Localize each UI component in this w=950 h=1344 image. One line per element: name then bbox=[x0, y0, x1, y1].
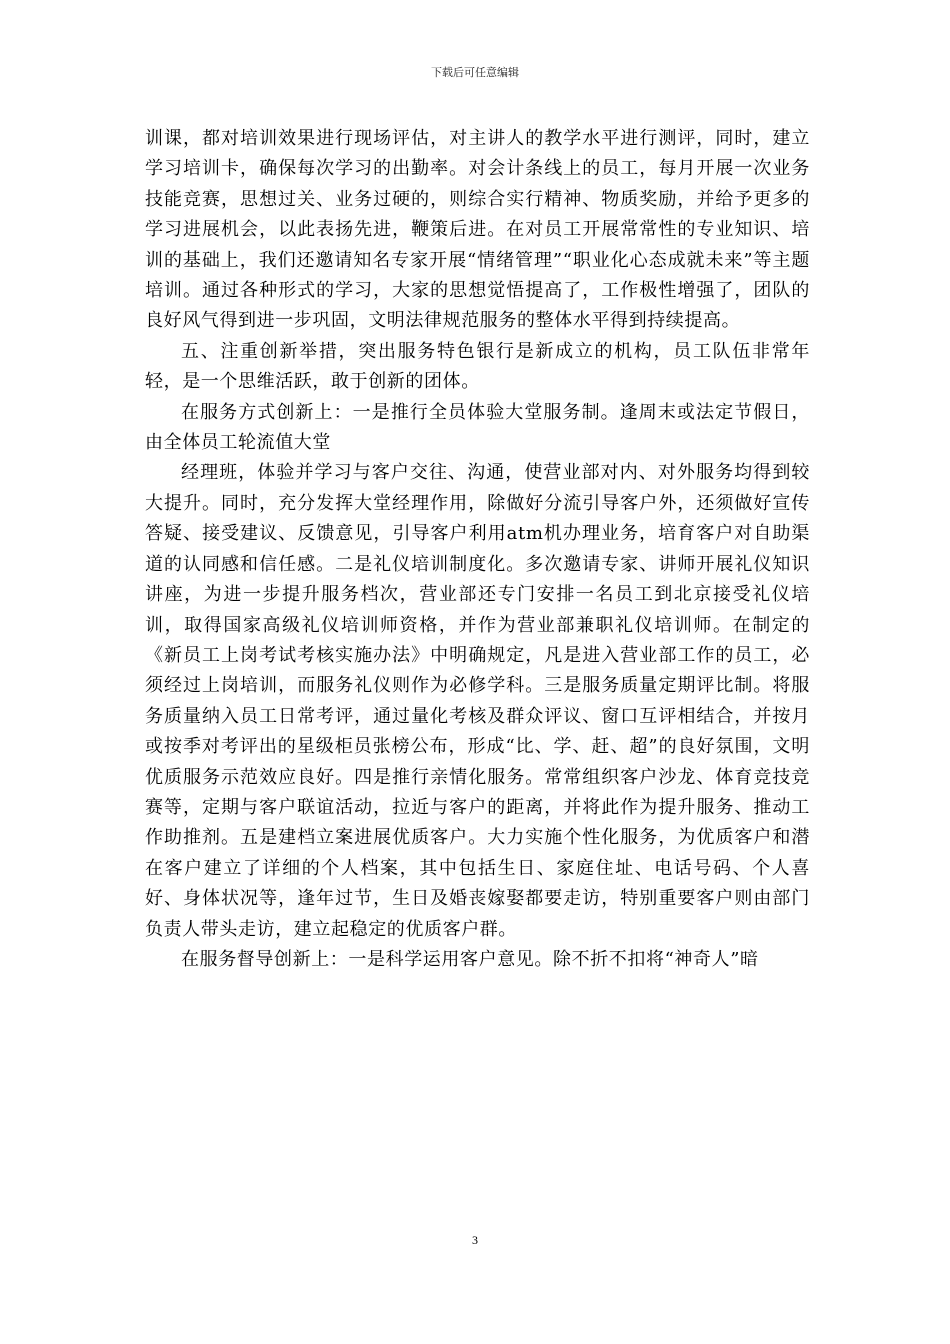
page-header: 下载后可任意编辑 bbox=[431, 66, 519, 79]
paragraph: 训课，都对培训效果进行现场评估，对主讲人的教学水平进行测评，同时，建立学习培训卡，确保每次学习的出勤率。对会计条线上的员工，每月开展一次业务技能竞赛，思想过关、业务过硬的，则综合实行精神、物质奖励，并给予更多的学习进展机会，以此表扬先进，鞭策后进。在对员工开展常常性的专业知识、培训的基础上，我们还邀请知名专家开展“情绪管理”“职业化心态成就未来”等主题培训。通过各种形式的学习，大家的思想觉悟提高了，工作极性增强了，团队的良好风气得到进一步巩固，文明法律规范服务的整体水平得到持续提高。 bbox=[145, 128, 810, 332]
page-number: 3 bbox=[472, 1233, 478, 1247]
paragraph: 在服务督导创新上：一是科学运用客户意见。除不折不扣将“神奇人”暗 bbox=[181, 948, 759, 970]
paragraph: 五、注重创新举措，突出服务特色银行是新成立的机构，员工队伍非常年轻，是一个思维活跃，敢于创新的团体。 bbox=[145, 340, 810, 393]
paragraph: 经理班，体验并学习与客户交往、沟通，使营业部对内、对外服务均得到较大提升。同时，充分发挥大堂经理作用，除做好分流引导客户外，还须做好宣传答疑、接受建议、反馈意见，引导客户利用atm机办理业务，培育客户对自助渠道的认同感和信任感。二是礼仪培训制度化。多次邀请专家、讲师开展礼仪知识讲座，为进一步提升服务档次，营业部还专门安排一名员工到北京接受礼仪培训，取得国家高级礼仪培训师资格，并作为营业部兼职礼仪培训师。在制定的《新员工上岗考试考核实施办法》中明确规定，凡是进入营业部工作的员工，必须经过上岗培训，而服务礼仪则作为必修学科。三是服务质量定期评比制。将服务质量纳入员工日常考评，通过量化考核及群众评议、窗口互评相结合，并按月或按季对考评出的星级柜员张榜公布，形成“比、学、赶、超”的良好氛围，文明优质服务示范效应良好。四是推行亲情化服务。常常组织客户沙龙、体育竞技竞赛等，定期与客户联谊活动，拉近与客户的距离，并将此作为提升服务、推动工作助推剂。五是建档立案进展优质客户。大力实施个性化服务，为优质客户和潜在客户建立了详细的个人档案，其中包括生日、家庭住址、电话号码、个人喜好、身体状况等，逢年过节，生日及婚丧嫁娶都要走访，特别重要客户则由部门负责人带头走访，建立起稳定的优质客户群。 bbox=[145, 462, 810, 940]
paragraph: 在服务方式创新上：一是推行全员体验大堂服务制。逢周末或法定节假日，由全体员工轮流值大堂 bbox=[145, 401, 810, 454]
document-body bbox=[145, 124, 810, 975]
